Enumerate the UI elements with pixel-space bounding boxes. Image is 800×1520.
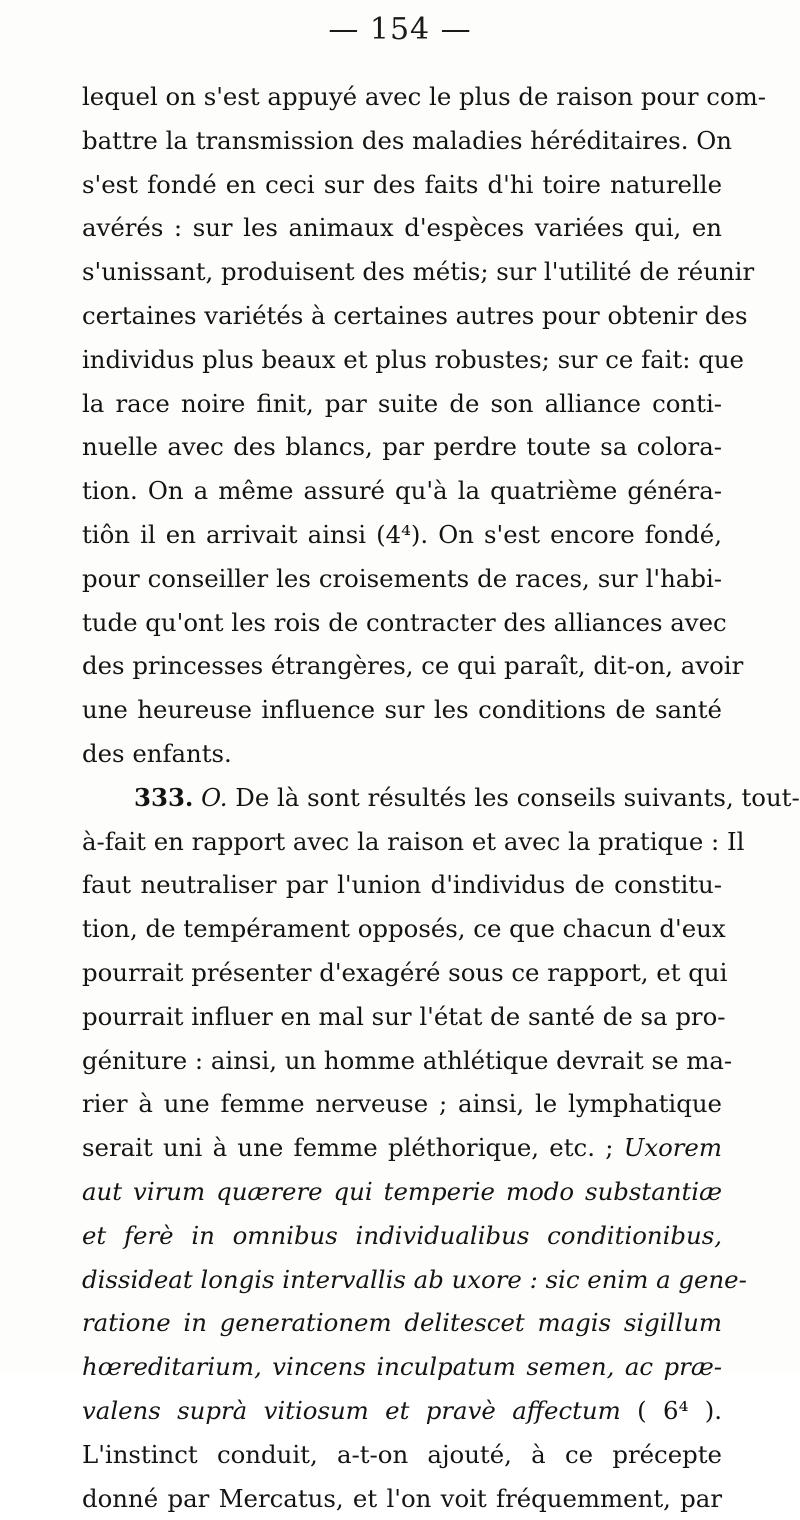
text-line: la race noire finit, par suite de son alliance conti- (82, 382, 722, 426)
text-line: L'instinct conduit, a-t-on ajouté, à ce précepte (82, 1433, 722, 1477)
text-line: tion. On a même assuré qu'à la quatrième généra- (82, 469, 722, 513)
latin-line: ratione in generationem delitescet magis sigillum (82, 1301, 722, 1345)
text-segment: serait uni à une femme pléthorique, etc. ; (82, 1133, 613, 1162)
text-line: géniture : ainsi, un homme athlétique devrait se ma- (82, 1039, 722, 1083)
text-line: tiôn il en arrivait ainsi (4⁴). On s'est encore fondé, (82, 513, 722, 557)
text-line: pourrait présenter d'exagéré sous ce rapport, et qui (82, 951, 722, 995)
latin-line-with-footnote (82, 1389, 722, 1433)
latin-segment: valens suprà vitiosum et pravè affectum (82, 1396, 621, 1425)
text-line: des princesses étrangères, ce qui paraît, dit-on, avoir (82, 644, 722, 688)
text-line: donné par Mercatus, et l'on voit fréquemment, par (82, 1477, 722, 1520)
body-text (82, 75, 722, 1520)
text-line: battre la transmission des maladies héréditaires. On (82, 119, 722, 163)
text-line: des enfants. (82, 732, 722, 776)
text-line: faut neutraliser par l'union d'individus de constitu- (82, 863, 722, 907)
page-number-header: — 154 — (0, 10, 800, 50)
footnote-reference: ( 6⁴ ). (637, 1396, 722, 1425)
text-line: rier à une femme nerveuse ; ainsi, le lymphatique (82, 1082, 722, 1126)
text-line: nuelle avec des blancs, par perdre toute sa colora- (82, 425, 722, 469)
text-line: s'unissant, produisent des métis; sur l'utilité de réunir (82, 250, 722, 294)
latin-line: hœreditarium, vincens inculpatum semen, ac præ- (82, 1345, 722, 1389)
text-line: une heureuse influence sur les conditions de santé (82, 688, 722, 732)
text-line: pour conseiller les croisements de races, sur l'habi- (82, 557, 722, 601)
text-line: tude qu'ont les rois de contracter des alliances avec (82, 601, 722, 645)
text-line: individus plus beaux et plus robustes; sur ce fait: que (82, 338, 722, 382)
section-first-line (82, 776, 722, 820)
section-letter: O. (201, 783, 227, 812)
text-line: lequel on s'est appuyé avec le plus de raison pour com- (82, 75, 722, 119)
text-line-with-latin (82, 1126, 722, 1170)
text-line: s'est fondé en ceci sur des faits d'hi toire naturelle (82, 163, 722, 207)
latin-quote-start: Uxorem (624, 1133, 722, 1162)
text-line: avérés : sur les animaux d'espèces variées qui, en (82, 206, 722, 250)
text-line: certaines variétés à certaines autres pour obtenir des (82, 294, 722, 338)
latin-line: dissideat longis intervallis ab uxore : sic enim a gene- (82, 1258, 722, 1302)
text-line: à-fait en rapport avec la raison et avec la pratique : Il (82, 820, 722, 864)
text-line: tion, de tempérament opposés, ce que chacun d'eux (82, 907, 722, 951)
text-line: pourrait influer en mal sur l'état de santé de sa pro- (82, 995, 722, 1039)
latin-line: aut virum quærere qui temperie modo substantiæ (82, 1170, 722, 1214)
latin-line: et ferè in omnibus individualibus conditionibus, (82, 1214, 722, 1258)
section-number: 333. (134, 783, 193, 812)
section-first-line-text: De là sont résultés les conseils suivants, tout- (235, 783, 799, 812)
